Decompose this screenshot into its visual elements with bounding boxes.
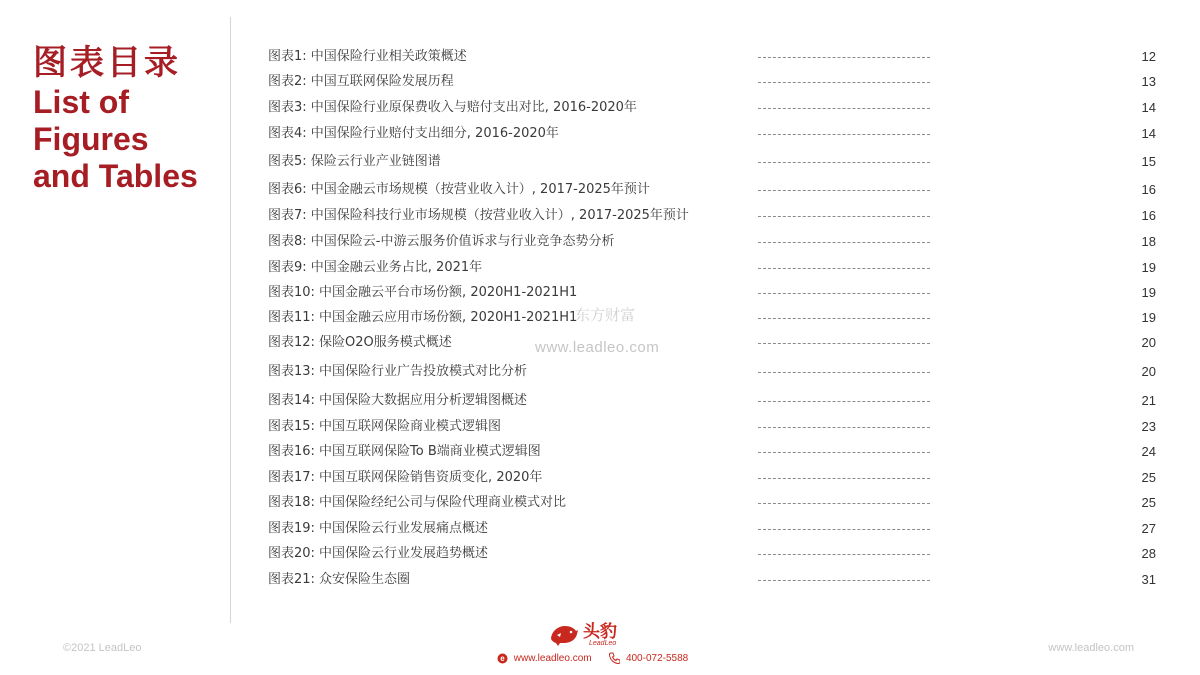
svg-text:e: e	[500, 653, 505, 663]
toc-row-leader	[758, 108, 930, 109]
toc-row[interactable]	[268, 258, 1156, 278]
toc-row[interactable]	[268, 442, 1156, 462]
toc-row-label: 图表18: 中国保险经纪公司与保险代理商业模式对比	[268, 495, 567, 510]
toc-row-leader	[758, 293, 930, 294]
contact-phone: 400-072-5588	[625, 652, 689, 664]
toc-row[interactable]	[268, 519, 1156, 539]
toc-row-leader	[758, 82, 930, 83]
page-title-en-line: List of	[33, 84, 129, 120]
toc-row[interactable]	[268, 544, 1156, 564]
toc-row-label: 图表3: 中国保险行业原保费收入与赔付支出对比, 2016-2020年	[268, 100, 637, 115]
toc-row-leader	[758, 427, 930, 428]
page-title-en	[33, 84, 198, 195]
toc-row-label: 图表11: 中国金融云应用市场份额, 2020H1-2021H1	[268, 310, 578, 325]
toc-row-leader	[758, 134, 930, 135]
toc-row-label: 图表19: 中国保险云行业发展痛点概述	[268, 521, 489, 536]
toc-row-leader	[758, 580, 930, 581]
toc-row-page-number: 20	[1141, 364, 1156, 379]
toc-row-leader	[758, 372, 930, 373]
toc-row[interactable]	[268, 362, 1156, 382]
toc-row-label: 图表5: 保险云行业产业链图谱	[268, 154, 441, 169]
toc-row-label: 图表16: 中国互联网保险To B端商业模式逻辑图	[268, 444, 541, 459]
toc-row[interactable]	[268, 72, 1156, 92]
toc-row[interactable]	[268, 206, 1156, 226]
toc-row-label: 图表21: 众安保险生态圈	[268, 572, 411, 587]
toc-row[interactable]	[268, 570, 1156, 590]
leopard-logo-icon	[549, 621, 579, 647]
toc-row[interactable]	[268, 391, 1156, 411]
web-e-icon	[497, 653, 508, 664]
toc-row-page-number: 14	[1141, 100, 1156, 115]
brand-subtitle: LeadLeo	[589, 640, 617, 647]
toc-row-page-number: 13	[1141, 74, 1156, 89]
toc-row-page-number: 28	[1141, 546, 1156, 561]
toc-row[interactable]	[268, 417, 1156, 437]
toc-row-page-number: 27	[1141, 521, 1156, 536]
toc-row[interactable]	[268, 232, 1156, 252]
toc-row-page-number: 15	[1141, 154, 1156, 169]
toc-row-label: 图表20: 中国保险云行业发展趋势概述	[268, 546, 489, 561]
toc-row-page-number: 24	[1141, 444, 1156, 459]
toc-row-leader	[758, 268, 930, 269]
page-title-en-line: Figures	[33, 121, 149, 157]
toc-row[interactable]	[268, 308, 1156, 328]
toc-row-leader	[758, 343, 930, 344]
toc-row-leader	[758, 529, 930, 530]
phone-icon	[609, 652, 620, 664]
toc-row-label: 图表9: 中国金融云业务占比, 2021年	[268, 260, 483, 275]
toc-row-leader	[758, 190, 930, 191]
toc-row-page-number: 19	[1141, 285, 1156, 300]
vertical-divider	[230, 17, 231, 623]
toc-row-page-number: 20	[1141, 335, 1156, 350]
toc-row-page-number: 23	[1141, 419, 1156, 434]
toc-row-leader	[758, 57, 930, 58]
toc-row[interactable]	[268, 180, 1156, 200]
toc-row-label: 图表15: 中国互联网保险商业模式逻辑图	[268, 419, 502, 434]
toc-row-page-number: 18	[1141, 234, 1156, 249]
toc-row[interactable]	[268, 152, 1156, 172]
brand-name: 头豹	[583, 622, 617, 642]
page-title-block	[33, 42, 198, 195]
footer-contact	[497, 652, 688, 666]
page-title-zh: 图表目录	[33, 43, 181, 83]
toc-row-label: 图表12: 保险O2O服务模式概述	[268, 335, 452, 350]
contact-web-link[interactable]: www.leadleo.com	[513, 652, 592, 664]
toc-row[interactable]	[268, 333, 1156, 353]
toc-row[interactable]	[268, 468, 1156, 488]
toc-row-label: 图表14: 中国保险大数据应用分析逻辑图概述	[268, 393, 528, 408]
page-title-en-line: and Tables	[33, 158, 198, 194]
toc-row-label: 图表6: 中国金融云市场规模（按营业收入计）, 2017-2025年预计	[268, 182, 650, 197]
toc-row-leader	[758, 452, 930, 453]
toc-row-page-number: 25	[1141, 470, 1156, 485]
toc-row-label: 图表1: 中国保险行业相关政策概述	[268, 49, 467, 64]
toc-row-page-number: 25	[1141, 495, 1156, 510]
toc-row-page-number: 19	[1141, 260, 1156, 275]
toc-row-label: 图表2: 中国互联网保险发展历程	[268, 74, 454, 89]
toc-row-page-number: 16	[1141, 208, 1156, 223]
toc-row-page-number: 31	[1141, 572, 1156, 587]
toc-row-leader	[758, 162, 930, 163]
toc-row[interactable]	[268, 283, 1156, 303]
toc-row-page-number: 21	[1141, 393, 1156, 408]
toc-row[interactable]	[268, 98, 1156, 118]
toc-row-label: 图表7: 中国保险科技行业市场规模（按营业收入计）, 2017-2025年预计	[268, 208, 689, 223]
brand-logo-block	[549, 621, 649, 649]
toc-row-leader	[758, 401, 930, 402]
toc-row-label: 图表8: 中国保险云-中游云服务价值诉求与行业竞争态势分析	[268, 234, 615, 249]
toc-row-leader	[758, 478, 930, 479]
figures-list	[268, 0, 1156, 600]
toc-row-page-number: 14	[1141, 126, 1156, 141]
toc-row[interactable]	[268, 124, 1156, 144]
watermark-text: 东方财富	[575, 306, 636, 324]
toc-row-label: 图表10: 中国金融云平台市场份额, 2020H1-2021H1	[268, 285, 578, 300]
toc-row-label: 图表4: 中国保险行业赔付支出细分, 2016-2020年	[268, 126, 559, 141]
toc-row-label: 图表17: 中国互联网保险销售资质变化, 2020年	[268, 470, 543, 485]
toc-row-page-number: 12	[1141, 49, 1156, 64]
toc-row[interactable]	[268, 47, 1156, 67]
watermark-url: www.leadleo.com	[535, 339, 660, 356]
footer-site-link[interactable]: www.leadleo.com	[1048, 642, 1134, 654]
toc-row-leader	[758, 503, 930, 504]
toc-row-page-number: 16	[1141, 182, 1156, 197]
footer-copyright: ©2021 LeadLeo	[63, 642, 142, 654]
toc-row-leader	[758, 242, 930, 243]
toc-row-leader	[758, 318, 930, 319]
toc-row-leader	[758, 554, 930, 555]
toc-row-page-number: 19	[1141, 310, 1156, 325]
toc-row[interactable]	[268, 493, 1156, 513]
toc-row-label: 图表13: 中国保险行业广告投放模式对比分析	[268, 364, 528, 379]
toc-row-leader	[758, 216, 930, 217]
